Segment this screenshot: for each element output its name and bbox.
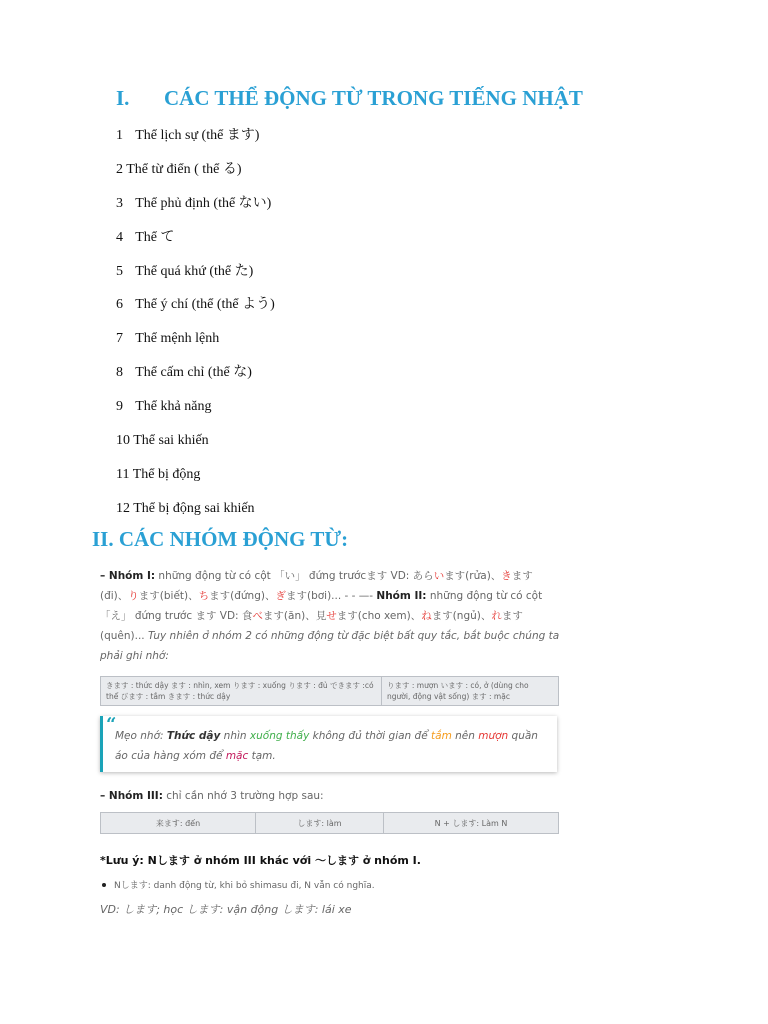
list-item <box>116 465 275 499</box>
item-number: 7 <box>116 331 123 347</box>
highlight-kana: い <box>433 570 445 582</box>
highlight-kana: べ <box>252 610 263 622</box>
item-text: Thể bị động sai khiến <box>133 500 255 516</box>
tip-part: quần áo của hàng xóm để <box>115 730 538 762</box>
list-item <box>116 397 275 431</box>
item-number: 3 <box>116 195 123 211</box>
italic-note: Tuy nhiên ở nhóm 2 có những động từ đặc biệt bất quy tắc, bắt buộc chúng ta phải ghi nhớ: <box>100 630 560 662</box>
group3-paragraph <box>100 786 560 806</box>
item-text: Thể từ điển ( thể る) <box>126 161 242 177</box>
highlight-kana: り <box>128 590 139 602</box>
highlight-kana: ち <box>198 590 210 602</box>
highlight-kana: れ <box>491 610 502 622</box>
example-text: ます <box>501 610 523 622</box>
item-text: Thể bị động <box>132 466 201 482</box>
item-number: 10 <box>116 433 130 449</box>
tip-part: nên <box>451 730 479 742</box>
item-number: 6 <box>116 297 123 313</box>
tip-part: không đủ thời gian để <box>309 730 432 742</box>
highlight-kana: ね <box>421 610 432 622</box>
tip-part: Mẹo nhớ: <box>115 730 167 742</box>
item-text: Thể sai khiến <box>133 433 209 449</box>
irregular-verbs-table <box>100 676 559 706</box>
item-number: 4 <box>116 229 123 245</box>
item-text: Thể khả năng <box>135 399 212 415</box>
bullet-text: Nします: danh động từ, khi bỏ shimasu đi, N vẫn có nghĩa. <box>114 881 375 891</box>
group2-text: những động từ có cột 「え」 đứng trước ます VD: 食 <box>100 590 543 622</box>
example-line: VD: します; học します: vận động します: lái xe <box>100 903 352 916</box>
list-item <box>116 295 275 329</box>
example-text: ます(cho xem)、 <box>336 610 422 622</box>
item-text: Thể lịch sự (thể ます) <box>135 128 260 143</box>
list-item <box>116 228 275 262</box>
memory-tip-box <box>100 716 557 772</box>
tip-part: tạm. <box>248 750 276 762</box>
example-text: ます(đi)、 <box>100 570 533 602</box>
item-number: 1 <box>116 128 123 143</box>
tip-text <box>115 726 545 766</box>
group3-label: – Nhóm III: <box>100 790 163 802</box>
item-number: 11 <box>116 466 130 482</box>
tip-bold: Thức dậy <box>166 730 221 742</box>
group3-text: chỉ cần nhớ 3 trường hợp sau: <box>162 790 324 802</box>
table-cell: 来ます: đến <box>101 813 256 834</box>
example-text: ます(rửa)、 <box>444 570 502 582</box>
tip-purple: mặc <box>225 750 249 762</box>
bullet-dot-icon <box>102 883 106 887</box>
list-item <box>116 194 275 228</box>
table-row <box>101 677 559 706</box>
table-row <box>101 813 559 834</box>
highlight-kana: ぎ <box>275 590 286 602</box>
group1-label: – Nhóm I: <box>100 570 156 582</box>
item-text: Thể mệnh lệnh <box>135 331 220 347</box>
list-item <box>116 329 275 363</box>
group2-label: Nhóm II: <box>376 590 427 602</box>
example-text: ます(đứng)、 <box>209 590 276 602</box>
item-text: Thể quá khứ (thể た) <box>135 263 254 279</box>
list-item <box>116 262 275 296</box>
item-text: Thể ý chí (thể (thể よう) <box>135 297 275 313</box>
highlight-kana: せ <box>326 610 337 622</box>
section-heading-1 <box>116 86 583 111</box>
table-cell: きます : thức dậy ます : nhìn, xem ります : xuống ります : đủ できます :có thể びます : tắm きます : thức dậy <box>101 677 382 706</box>
item-number: 12 <box>116 500 130 516</box>
table-cell: N + します: Làm N <box>384 813 559 834</box>
embedded-screenshot <box>100 566 560 917</box>
list-item <box>116 363 275 397</box>
item-text: Thể cấm chỉ (thể な) <box>135 365 252 381</box>
section-title: CÁC THỂ ĐỘNG TỪ TRONG TIẾNG NHẬT <box>164 86 583 110</box>
tip-red: mượn <box>478 730 509 742</box>
item-text: Thể phủ định (thể ない) <box>135 195 272 211</box>
section-heading-2: II. CÁC NHÓM ĐỘNG TỪ: <box>92 527 349 551</box>
note-text: *Lưu ý: Nします ở nhóm III khác với ～します ở nhóm I. <box>100 854 421 867</box>
table-cell: ります : mượn います : có, ở (dùng cho người, động vật sống) ます : mặc <box>382 677 559 706</box>
example-text: ます(biết)、 <box>138 590 199 602</box>
table-cell: します: làm <box>256 813 384 834</box>
list-item <box>116 126 275 160</box>
group1-text: những động từ có cột 「い」 đứng trướcます VD: あら <box>155 570 434 582</box>
item-number: 9 <box>116 399 123 415</box>
tip-green: xuống thấy <box>249 730 310 742</box>
group-paragraph <box>100 566 560 666</box>
item-number: 2 <box>116 161 123 177</box>
list-item <box>116 431 275 465</box>
verb-forms-list <box>116 126 275 533</box>
item-number: 5 <box>116 263 123 279</box>
quote-icon: “ <box>106 714 117 735</box>
section-number: I. <box>116 86 130 110</box>
example-text: ます(bơi)... - - —- <box>285 590 377 602</box>
bullet-item <box>100 878 560 891</box>
tip-orange: tắm <box>431 730 452 742</box>
tip-part: nhìn <box>220 730 250 742</box>
item-number: 8 <box>116 365 123 381</box>
highlight-kana: き <box>501 570 512 582</box>
group3-table <box>100 812 559 834</box>
list-item <box>116 160 275 194</box>
item-text: Thể て <box>135 229 175 245</box>
example-text: ます(ngủ)、 <box>431 610 492 622</box>
example-text: ます(ăn)、見 <box>262 610 327 622</box>
example-text: (quên)... <box>100 630 148 642</box>
